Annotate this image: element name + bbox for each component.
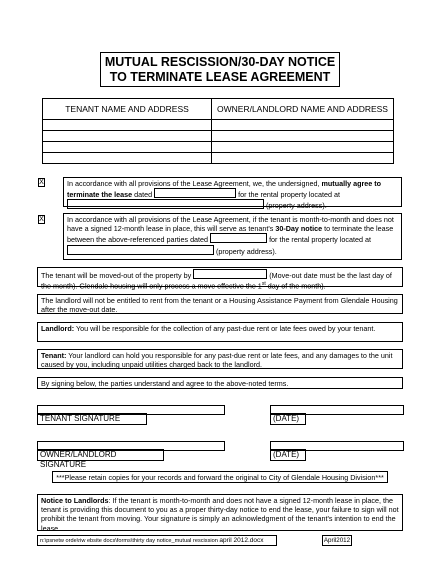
- landlord-text: You will be responsible for the collection of any past-due rent or late fees owed by your tenant.: [76, 324, 376, 333]
- option1-text: In accordance with all provisions of the Lease Agreement, we, the undersigned,: [67, 179, 320, 188]
- tenant-signature-label: TENANT SIGNATURE: [37, 413, 147, 425]
- table-row: [43, 153, 394, 164]
- property-address-field[interactable]: [67, 245, 214, 255]
- option2-bold: 30-Day notice: [275, 224, 323, 234]
- tenant-address-cell[interactable]: [43, 153, 212, 164]
- parties-table: [42, 98, 394, 164]
- tenant-address-cell[interactable]: [43, 131, 212, 142]
- moveout-section: [37, 267, 403, 291]
- moveout-text: The tenant will be moved-out of the property by: [41, 271, 192, 280]
- parties-header-row: [43, 99, 394, 120]
- tenant-address-cell[interactable]: [43, 142, 212, 153]
- thirty-day-notice-checkbox[interactable]: X: [39, 216, 44, 223]
- landlord-responsibility-section: [37, 322, 403, 342]
- option1-address-label: (property address).: [266, 201, 327, 211]
- owner-address-cell[interactable]: [212, 131, 394, 142]
- owner-date-label: (DATE): [270, 449, 306, 461]
- option1-dated-label: dated: [134, 190, 153, 200]
- tenant-address-cell[interactable]: [43, 120, 212, 131]
- lease-date-field[interactable]: [210, 233, 267, 243]
- table-row: [43, 131, 394, 142]
- tenant-text: Your landlord can hold you responsible for any past-due rent or late fees, and any damages to the unit caused by you, including unpaid utilities charged back to the landlord.: [41, 351, 393, 370]
- title-line-1: MUTUAL RESCISSION/30-DAY NOTICE: [104, 55, 336, 69]
- option1-bold: mutually agree to terminate the lease: [67, 179, 382, 200]
- landlord-label: Landlord:: [41, 324, 75, 333]
- owner-address-cell[interactable]: [212, 153, 394, 164]
- option2-text: In accordance with all provisions of the Lease Agreement, if the tenant is month-to-month and does not have a signed 12-month lease in place, this will serve as tenant's: [67, 215, 394, 234]
- tenant-label: Tenant:: [41, 351, 67, 360]
- notice-text: : If the tenant is month-to-month and does not have a signed 12-month lease in place, the tenant is providing this document to you as a proper thirty-day notice to end the lease, your failure to sign will not prohibit the tenant from moving. Your signature is simply an acknowledgment of the tenant's intention to end the lease.: [41, 496, 399, 533]
- retain-copies-notice: ***Please retain copies for your records and forward the original to City of Glendale Housing Division***: [52, 471, 388, 483]
- tenant-date-label: (DATE): [270, 413, 306, 425]
- tenant-responsibility-section: [37, 349, 403, 369]
- moveout-tail-text: day of the month).: [267, 281, 326, 291]
- footer-file-path: [37, 535, 277, 546]
- footer-path-date: april 2012.docx: [219, 537, 264, 544]
- owner-address-cell[interactable]: [212, 120, 394, 131]
- notice-to-landlords-section: [37, 494, 403, 531]
- tenant-name-header: TENANT NAME AND ADDRESS: [43, 99, 212, 120]
- landlord-rent-section: The landlord will not be entitled to rent from the tenant or a Housing Assistance Payment from Glendale Housing after the move-out date.: [37, 294, 403, 314]
- moveout-rule-text: (Move-out date must be the last day of the month). Glendale housing will only process a move effective the 1: [41, 271, 392, 291]
- footer-date: April2012: [323, 537, 351, 544]
- title-line-2: TO TERMINATE LEASE AGREEMENT: [109, 70, 331, 84]
- footer-path-text: n:\psnetw orde\riw ebsite docs\forms\thirty day notice_mutual rescission: [40, 538, 218, 544]
- option2-dated-label: to terminate the lease between the above-referenced parties dated: [67, 224, 394, 245]
- table-row: [43, 120, 394, 131]
- owner-address-cell[interactable]: [212, 142, 394, 153]
- mutual-agree-checkbox[interactable]: X: [39, 179, 44, 186]
- property-address-field[interactable]: [67, 199, 264, 209]
- thirty-day-notice-section: [63, 213, 402, 260]
- mutual-agree-section: [63, 177, 402, 211]
- owner-name-header: OWNER/LANDLORD NAME AND ADDRESS: [212, 99, 394, 120]
- option2-address-label: (property address).: [216, 246, 277, 256]
- option1-property-label: for the rental property located at: [238, 190, 341, 200]
- moveout-sup: st: [261, 281, 266, 288]
- lease-date-field[interactable]: [154, 188, 236, 198]
- agreement-section: By signing below, the parties understand and agree to the above-noted terms.: [37, 377, 403, 389]
- owner-signature-label: OWNER/LANDLORD SIGNATURE: [37, 449, 164, 461]
- option2-property-label: for the rental property located at: [269, 235, 371, 245]
- notice-label: Notice to Landlords: [41, 496, 109, 505]
- document-title: [100, 52, 340, 87]
- moveout-date-field[interactable]: [193, 269, 267, 279]
- table-row: [43, 142, 394, 153]
